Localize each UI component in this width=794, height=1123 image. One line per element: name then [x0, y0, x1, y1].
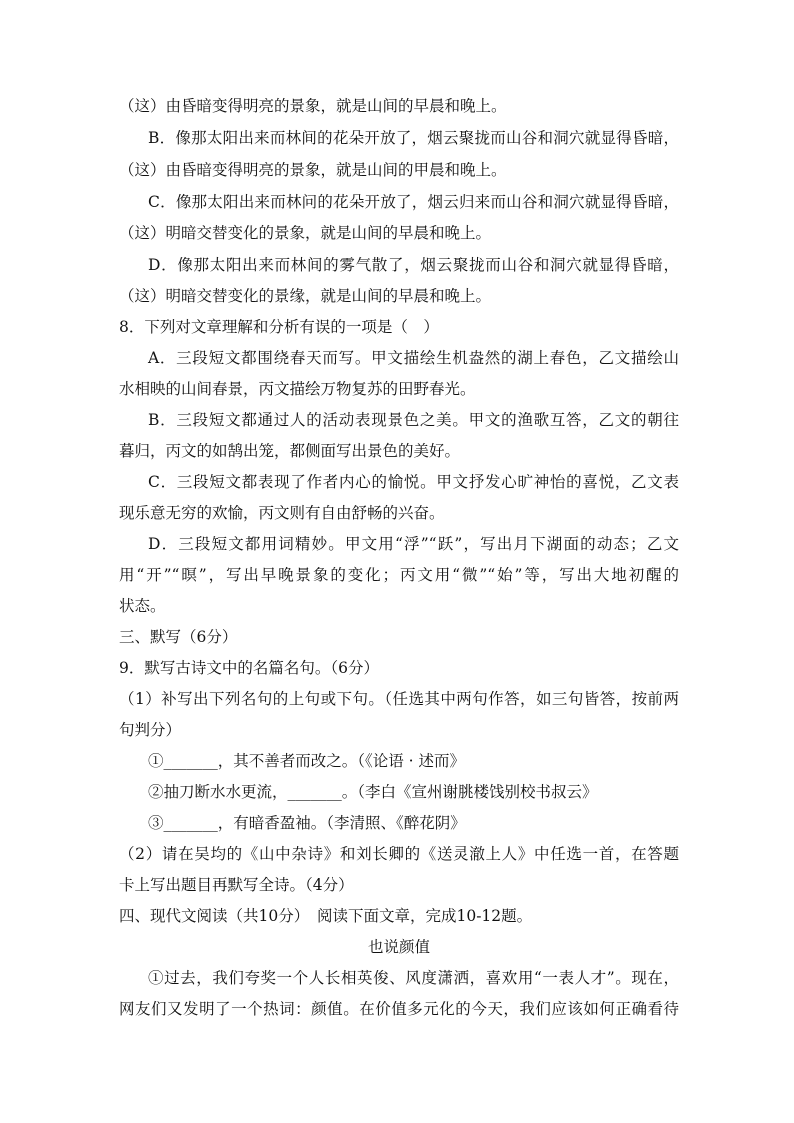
option-b-line2: （这）由昏暗变得明亮的景象，就是山间的甲晨和晚上。: [119, 161, 507, 179]
q9-item-3: ③_______，有暗香盈袖。（李清照、《醉花阴》: [148, 814, 466, 832]
q9-part1-line1: （1）补写出下列名句的上句或下句。（任选其中两句作答，如三句皆答，按前两: [119, 690, 679, 708]
q8-option-a-line1: A．三段短文都围绕春天而写。甲文描绘生机盎然的湖上春色，乙文描绘山: [148, 349, 679, 367]
section-3-heading: 三、默写（6分）: [119, 628, 238, 646]
q8-option-c-line2: 现乐意无穷的欢愉，丙文则有自由舒畅的兴奋。: [119, 504, 445, 522]
option-d-line1: D．像那太阳出来而林间的雾气散了，烟云聚拢而山谷和洞穴就显得昏暗，: [148, 256, 679, 274]
question-9-stem: 9．默写古诗文中的名篇名句。（6分）: [119, 659, 379, 677]
option-c-line1: C．像那太阳出来而林问的花朵开放了，烟云归来而山谷和洞穴就显得昏暗，: [148, 193, 679, 211]
q8-option-c-line1: C．三段短文都表现了作者内心的愉悦。甲文抒发心旷神怡的喜悦，乙文表: [148, 473, 679, 491]
q9-item-1: ①_______，其不善者而改之。（《论语 · 述而》: [148, 752, 466, 770]
option-d-line2: （这）明暗交替变化的景缘，就是山间的早晨和晚上。: [119, 287, 492, 305]
option-b-line1: B．像那太阳出来而林间的花朵开放了，烟云聚拢而山谷和洞穴就显得昏暗，: [148, 129, 679, 147]
option-a-continuation: （这）由昏暗变得明亮的景象，就是山间的早晨和晚上。: [119, 97, 507, 115]
essay-para1-line2: 网友们又发明了一个热词：颜值。在价值多元化的今天，我们应该如何正确看待: [119, 1000, 679, 1018]
option-c-line2: （这）明暗交替变化的景象，就是山间的早晨和晚上。: [119, 224, 492, 242]
question-8-stem: 8．下列对文章理解和分析有误的一项是（ ）: [119, 318, 439, 336]
q9-part2-line2: 卡上写出题目再默写全诗。（4分）: [119, 876, 354, 894]
section-4-heading: 四、现代文阅读（共10分） 阅读下面文章，完成10-12题。: [119, 907, 533, 925]
q9-part2-line1: （2）请在吴均的《山中杂诗》和刘长卿的《送灵澈上人》中任选一首，在答题: [119, 845, 679, 863]
q9-item-2: ②抽刀断水水更流，_______。（李白《宣州谢朓楼饯别校书叔云》: [148, 783, 598, 801]
q8-option-b-line1: B．三段短文都通过人的活动表现景色之美。甲文的渔歌互答，乙文的朝往: [148, 411, 679, 429]
essay-para1-line1: ①过去，我们夸奖一个人长相英俊、风度潇洒，喜欢用“一表人才”。现在，: [148, 969, 679, 987]
q8-option-d-line3: 状态。: [119, 597, 166, 615]
q8-option-b-line2: 暮归，丙文的如鹄出笼，都侧面写出景色的美好。: [119, 442, 461, 460]
q8-option-d-line2: 用“开”“暝”，写出早晚景象的变化；丙文用“微”“始”等，写出大地初醒的: [119, 566, 679, 584]
essay-title: 也说颜值: [367, 938, 430, 956]
q8-option-d-line1: D．三段短文都用词精妙。甲文用“浮”“跃”，写出月下湖面的动态；乙文: [148, 535, 679, 553]
q8-option-a-line2: 水相映的山间春景，丙文描绘万物复苏的田野春光。: [119, 380, 476, 398]
q9-part1-line2: 句判分）: [119, 721, 182, 739]
